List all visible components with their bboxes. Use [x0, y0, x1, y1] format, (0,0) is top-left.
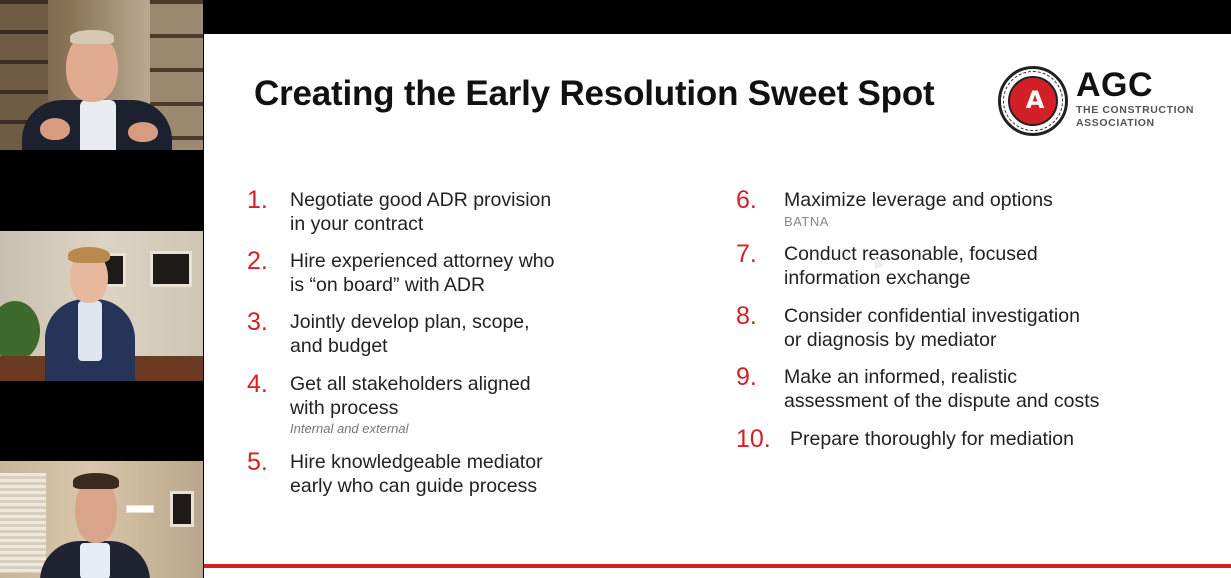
- participant-video-tile-2[interactable]: [0, 231, 203, 381]
- agc-seal-icon: A: [998, 66, 1068, 136]
- wall-picture: [150, 251, 192, 287]
- agc-logo: [998, 66, 1228, 136]
- participant-video-tile-3[interactable]: [0, 461, 203, 578]
- name-plate: [126, 505, 154, 513]
- logo-name: AGC: [1076, 66, 1154, 104]
- plant: [0, 301, 40, 361]
- participant-video-strip: [0, 0, 203, 578]
- item-note: Internal and external: [290, 421, 409, 436]
- item-note: BATNA: [784, 214, 829, 229]
- accent-bar: [204, 564, 1231, 568]
- shared-slide: Creating the Early Resolution Sweet Spot A AGC THE CONSTRUCTION ASSOCIATION 1. Negotiate good ADR provision in your contract 2. Hire experienced attorney who is “on board” with ADR 3. Jointly develop plan, scope, and budget 4. Get all stakeholders aligned with process Internal and external 5. Hire knowledgeable mediator early who can guide process 6. Maximize leverage and options BATNA 7. Conduct reasonable, focused information exchange 8. Consider confidential investigation or diagnosis by mediator 9. Make an informed, realistic assessment of the dispute and costs 10. Prepare thoroughly for mediation: [204, 34, 1231, 578]
- wall-picture: [170, 491, 194, 527]
- slide-title: Creating the Early Resolution Sweet Spot: [254, 74, 935, 113]
- participant-video-tile-1[interactable]: [0, 0, 203, 150]
- logo-tagline: THE CONSTRUCTION ASSOCIATION: [1076, 104, 1195, 129]
- window-blind: [0, 473, 46, 573]
